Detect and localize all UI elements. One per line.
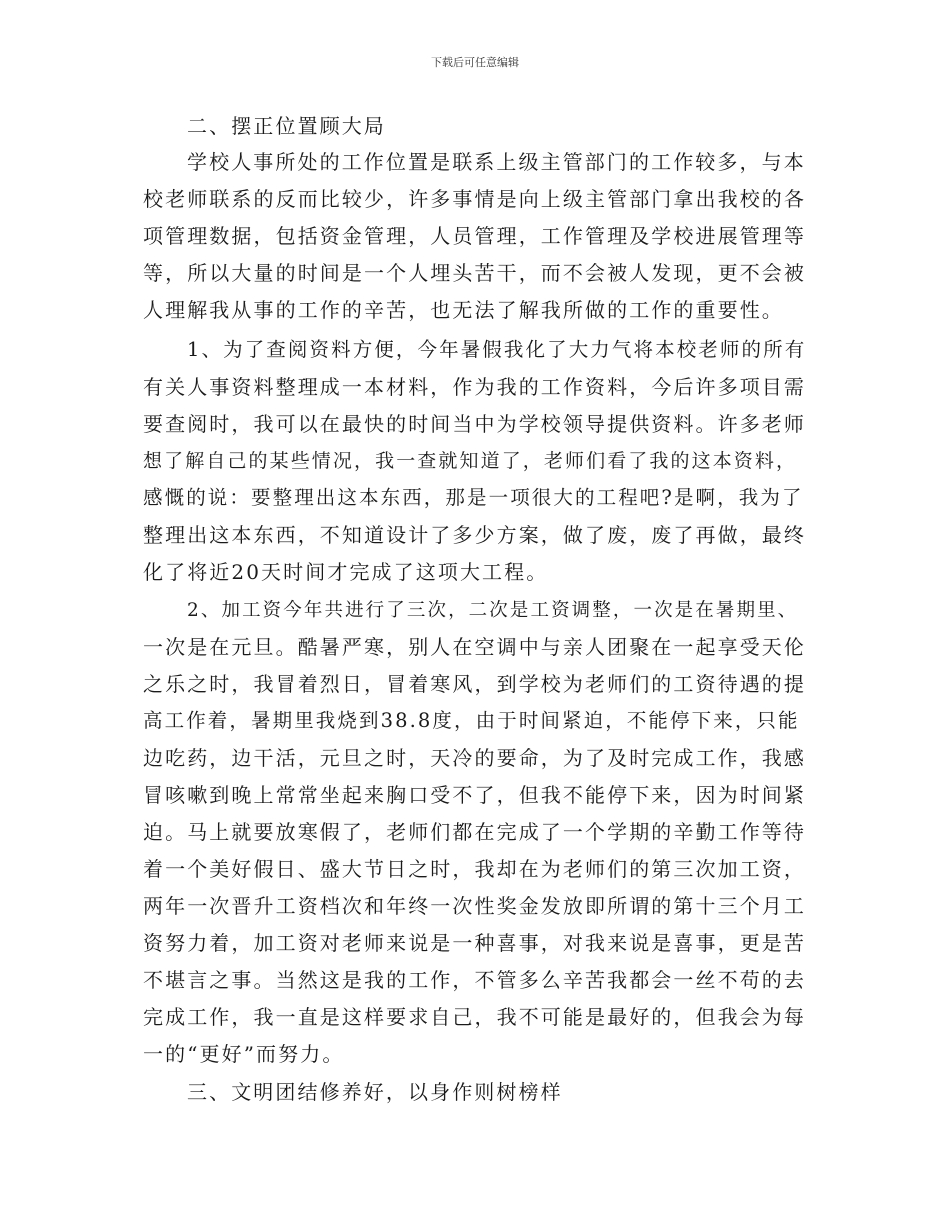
paragraph-line: 两年一次晋升工资档次和年终一次性奖金发放即所谓的第十三个月工 <box>143 894 806 918</box>
paragraph-line: 想了解自己的某些情况，我一查就知道了，老师们看了我的这本资料， <box>143 450 798 472</box>
page-header-note: 下载后可任意编辑 <box>431 56 519 69</box>
paragraph-line: 高工作着，暑期里我烧到38.8度，由于时间紧迫，不能停下来，只能 <box>143 709 800 732</box>
section-heading: 三、文明团结修养好，以身作则树榜样 <box>187 1080 563 1104</box>
paragraph-line: 边吃药，边干活，元旦之时，天冷的要命，为了及时完成工作，我感 <box>143 746 806 770</box>
paragraph-line: 不堪言之事。当然这是我的工作，不管多么辛苦我都会一丝不苟的去 <box>143 968 806 992</box>
paragraph-line: 有关人事资料整理成一本材料，作为我的工作资料，今后许多项目需 <box>143 375 806 399</box>
paragraph-line: 项管理数据，包括资金管理，人员管理，工作管理及学校进展管理等 <box>143 224 806 248</box>
paragraph-line: 要查阅时，我可以在最快的时间当中为学校领导提供资料。许多老师 <box>143 412 806 436</box>
paragraph-line: 资努力着，加工资对老师来说是一种喜事，对我来说是喜事，更是苦 <box>143 931 806 955</box>
paragraph-line: 迫。马上就要放寒假了，老师们都在完成了一个学期的辛勤工作等待 <box>143 820 806 844</box>
paragraph-line: 着一个美好假日、盛大节日之时，我却在为老师们的第三次加工资， <box>143 857 806 881</box>
paragraph-line: 1、为了查阅资料方便，今年暑假我化了大力气将本校老师的所有 <box>187 338 807 361</box>
paragraph-line: 一次是在元旦。酷暑严寒，别人在空调中与亲人团聚在一起享受天伦 <box>143 635 806 659</box>
paragraph-line: 学校人事所处的工作位置是联系上级主管部门的工作较多，与本 <box>187 150 806 174</box>
paragraph-line: 冒咳嗽到晚上常常坐起来胸口受不了，但我不能停下来，因为时间紧 <box>143 783 806 807</box>
paragraph-line: 整理出这本东西，不知道设计了多少方案，做了废，废了再做，最终 <box>143 523 806 547</box>
paragraph-line: 2、加工资今年共进行了三次，二次是工资调整，一次是在暑期里、 <box>187 600 799 621</box>
paragraph-line: 完成工作，我一直是这样要求自己，我不可能是最好的，但我会为每 <box>143 1005 806 1029</box>
section-heading: 二、摆正位置顾大局 <box>187 114 386 138</box>
paragraph-line: 人理解我从事的工作的辛苦，也无法了解我所做的工作的重要性。 <box>143 298 784 322</box>
paragraph-line: 等，所以大量的时间是一个人埋头苦干，而不会被人发现，更不会被 <box>143 261 806 285</box>
paragraph-line: 一的“更好”而努力。 <box>143 1042 345 1066</box>
paragraph-line: 化了将近20天时间才完成了这项大工程。 <box>143 560 549 584</box>
paragraph-line: 之乐之时，我冒着烈日，冒着寒风，到学校为老师们的工资待遇的提 <box>143 672 806 696</box>
paragraph-line: 校老师联系的反而比较少，许多事情是向上级主管部门拿出我校的各 <box>143 187 806 211</box>
paragraph-line: 感慨的说：要整理出这本东西，那是一项很大的工程吧?是啊，我为了 <box>143 486 804 509</box>
